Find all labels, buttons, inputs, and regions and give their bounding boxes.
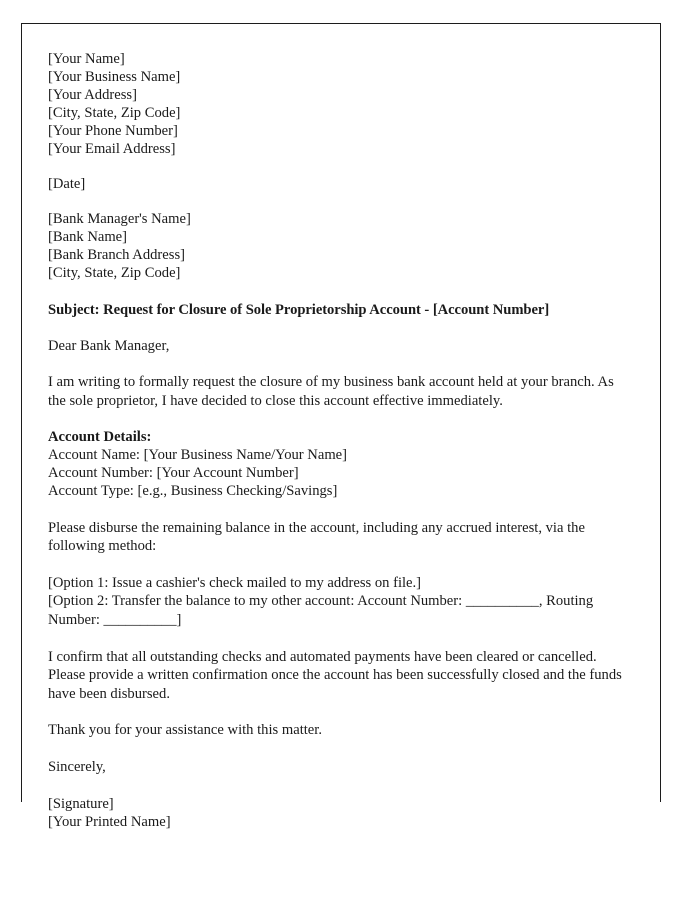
printed-name-placeholder: [Your Printed Name] — [48, 813, 171, 830]
spacer — [48, 776, 623, 795]
spacer — [48, 355, 623, 373]
spacer — [48, 410, 623, 428]
thanks-paragraph: Thank you for your assistance with this matter. — [48, 722, 322, 739]
sender-line: [Your Phone Number] — [48, 123, 178, 140]
disbursement-paragraph: Please disburse the remaining balance in the account, including any accrued interest, via the following method: — [48, 519, 585, 555]
spacer — [48, 283, 623, 301]
date-field: [Date] — [48, 176, 86, 193]
recipient-line: [Bank Branch Address] — [48, 247, 185, 264]
signature-block — [48, 795, 623, 831]
letter-page — [21, 23, 661, 830]
sender-line: [Your Name] — [48, 51, 125, 67]
account-details-row: Account Name: [Your Business Name/Your Name] — [48, 447, 348, 464]
recipient-line: [Bank Name] — [48, 229, 128, 246]
account-details-block — [48, 428, 623, 500]
spacer — [48, 703, 623, 721]
recipient-line: [Bank Manager's Name] — [48, 211, 191, 228]
recipient-address-block — [48, 210, 623, 282]
sender-address-block — [48, 50, 623, 158]
spacer — [48, 556, 623, 574]
opening-paragraph: I am writing to formally request the closure of my business bank account held at your branch. As the sole proprietor, I have decided to close this account effective immediately. — [48, 374, 614, 409]
account-details-row: Account Number: [Your Account Number] — [48, 465, 299, 482]
spacer — [48, 740, 623, 758]
recipient-line: [City, State, Zip Code] — [48, 265, 181, 282]
salutation: Dear Bank Manager, — [48, 338, 170, 355]
letter-content — [48, 50, 623, 831]
spacer — [48, 630, 623, 648]
subject-account-number: [Account Number] — [432, 301, 550, 318]
sender-line: [Your Address] — [48, 87, 137, 104]
sender-line: [City, State, Zip Code] — [48, 105, 181, 122]
spacer — [48, 501, 623, 519]
spacer — [48, 158, 623, 175]
subject-line — [48, 301, 623, 320]
account-details-heading: Account Details: — [48, 429, 152, 446]
valediction: Sincerely, — [48, 758, 106, 775]
sender-line: [Your Business Name] — [48, 69, 181, 86]
option-item: [Option 2: Transfer the balance to my other account: Account Number: __________, Routing Number: __________] — [48, 593, 594, 628]
signature-placeholder: [Signature] — [48, 795, 114, 812]
spacer — [48, 193, 623, 210]
sender-line: [Your Email Address] — [48, 141, 176, 158]
confirmation-paragraph: I confirm that all outstanding checks and automated payments have been cleared or cancelled. Please provide a written confirmation once the account has been successfully closed and the funds have been disbursed. — [48, 648, 622, 702]
subject-label: Subject: Request for Closure of Sole Proprietorship Account - — [48, 301, 433, 318]
option-item: [Option 1: Issue a cashier's check mailed to my address on file.] — [48, 574, 422, 591]
disbursement-options-list — [48, 574, 623, 630]
spacer — [48, 319, 623, 337]
account-details-row: Account Type: [e.g., Business Checking/Savings] — [48, 483, 338, 500]
